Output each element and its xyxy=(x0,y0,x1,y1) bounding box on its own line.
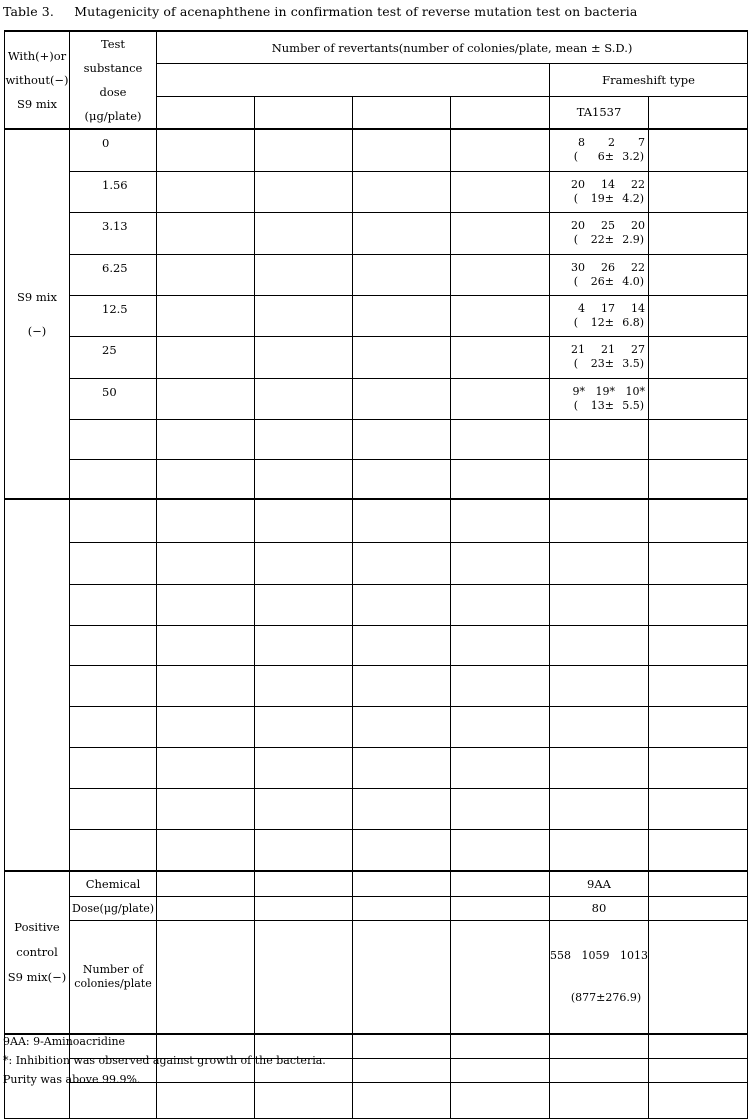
data-cell: 20 25 20 ( 22± 2.9) xyxy=(550,212,649,254)
data-cell: 9* 19* 10* ( 13± 5.5) xyxy=(550,378,649,419)
note-inhibition: *: Inhibition was observed against growth of the bacteria. xyxy=(3,1054,326,1067)
group-s9-minus: S9 mix (−) xyxy=(5,129,70,499)
data-cell: 20 14 22 ( 19± 4.2) xyxy=(550,171,649,212)
chemical-value: 9AA xyxy=(550,871,649,896)
dose-cell: 25 xyxy=(70,336,157,378)
group-empty xyxy=(5,499,70,871)
colonies-value: 558 1059 1013 (877±276.9) xyxy=(550,920,649,1034)
revertants-header: Number of revertants(number of colonies/plate, mean ± S.D.) xyxy=(157,31,748,64)
dose-cell: 6.25 xyxy=(70,254,157,295)
dose-cell: 0 xyxy=(70,129,157,171)
frameshift-header: Frameshift type xyxy=(550,64,748,96)
data-cell: 4 17 14 ( 12± 6.8) xyxy=(550,295,649,336)
dose-label: Dose(μg/plate) xyxy=(70,896,157,920)
s9-header: With(+)or without(−) S9 mix xyxy=(5,31,70,129)
dose-cell: 50 xyxy=(70,378,157,419)
chemical-label: Chemical xyxy=(70,871,157,896)
note-purity: Purity was above 99.9%. xyxy=(3,1073,141,1086)
data-cell: 30 26 22 ( 26± 4.0) xyxy=(550,254,649,295)
dose-value: 80 xyxy=(550,896,649,920)
positive-control-label: Positive control S9 mix(−) xyxy=(5,871,70,1034)
table-title: Table 3. Mutagenicity of acenaphthene in confirmation test of reverse mutation test on bacteria xyxy=(3,4,638,19)
data-cell: 8 2 7 ( 6± 3.2) xyxy=(550,129,649,171)
dose-cell: 1.56 xyxy=(70,171,157,212)
results-table xyxy=(4,30,748,1119)
strain-header: TA1537 xyxy=(550,96,649,129)
dose-cell: 3.13 xyxy=(70,212,157,254)
colonies-label: Number of colonies/plate xyxy=(70,920,157,1034)
note-9aa: 9AA: 9-Aminoacridine xyxy=(3,1035,126,1048)
dose-cell: 12.5 xyxy=(70,295,157,336)
data-cell: 21 21 27 ( 23± 3.5) xyxy=(550,336,649,378)
dose-header: Test substance dose (μg/plate) xyxy=(70,31,157,129)
